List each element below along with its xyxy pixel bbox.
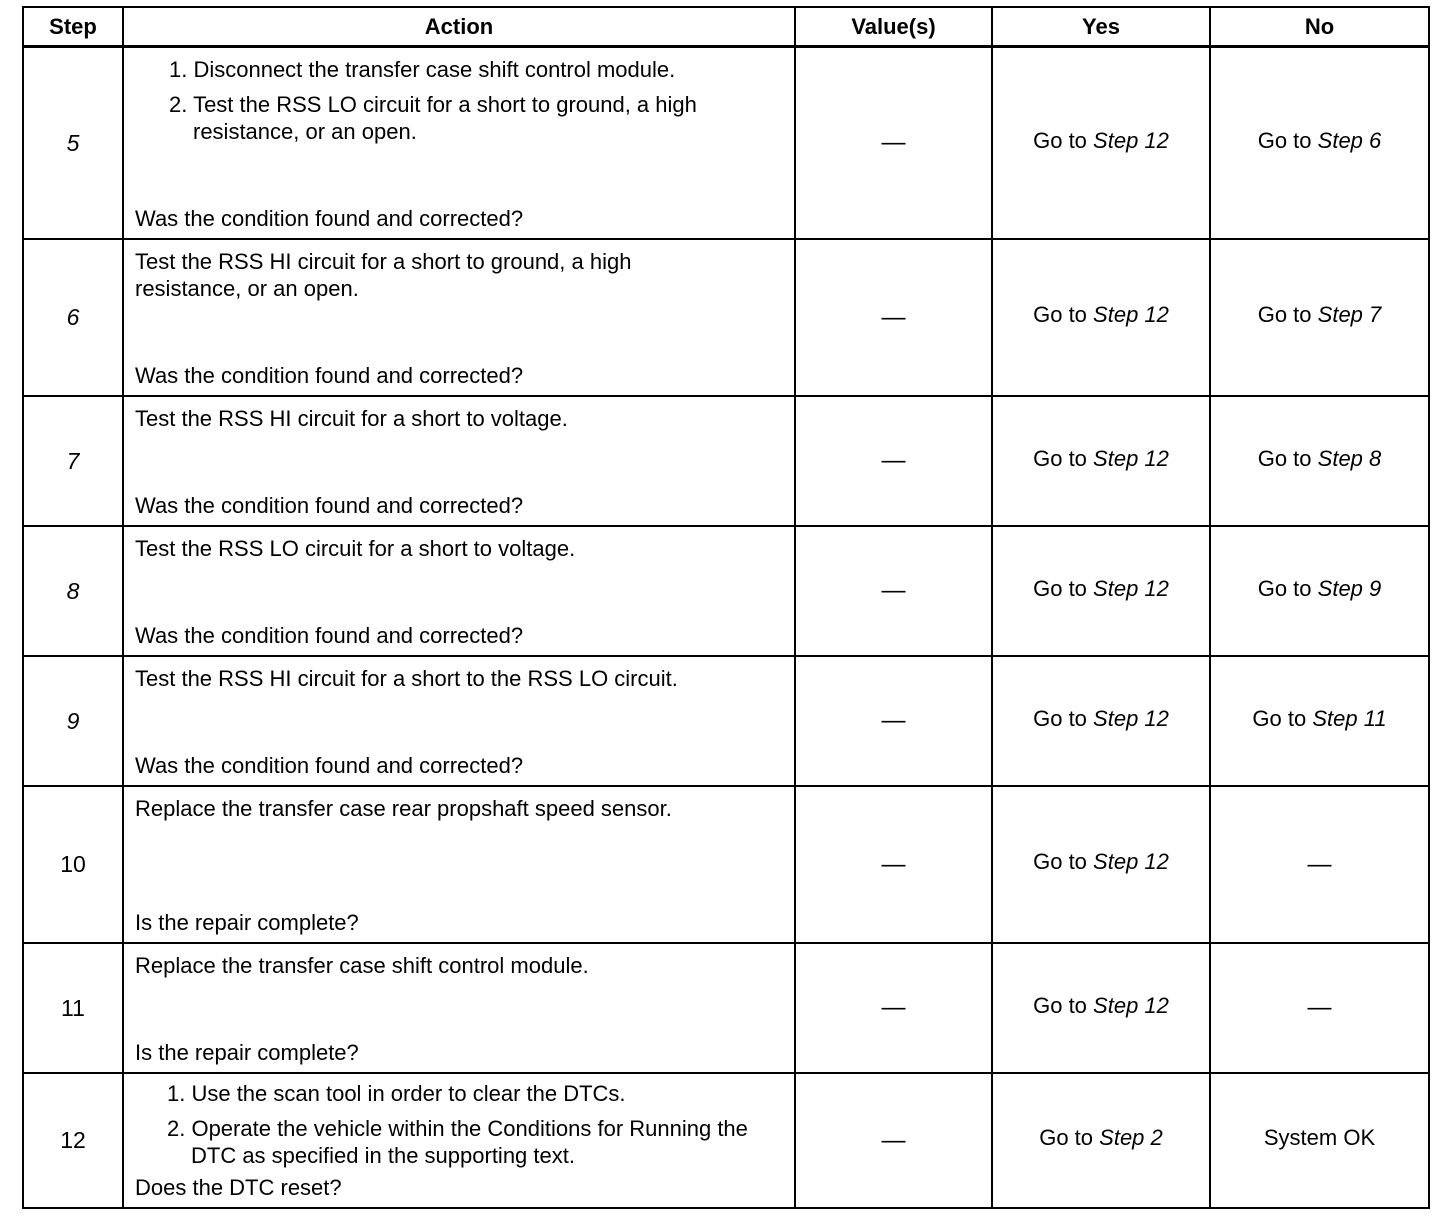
table-row: [23, 786, 1429, 943]
value-dash: —: [881, 447, 906, 474]
value-dash: —: [881, 994, 906, 1021]
goto-prefix: Go to: [1257, 127, 1312, 153]
step-cell: [23, 239, 123, 396]
value-dash: —: [881, 577, 906, 604]
no-cell: [1210, 656, 1429, 786]
step-number: 7: [66, 447, 80, 474]
instructions: [135, 56, 784, 145]
table-row: [23, 239, 1429, 396]
yes-cell: [992, 239, 1210, 396]
no-dash: —: [1307, 994, 1332, 1021]
goto-prefix: Go to: [1257, 445, 1312, 471]
no-dash: —: [1307, 850, 1332, 878]
step-number: 9: [66, 707, 80, 734]
yes-cell: [992, 396, 1210, 526]
value-cell: [795, 1073, 992, 1208]
no-cell: [1210, 47, 1429, 240]
value-cell: [795, 943, 992, 1073]
goto-prefix: Go to: [1033, 445, 1087, 471]
goto-step-link: Step 12: [1093, 992, 1169, 1018]
goto-step-link: Step 6: [1317, 127, 1382, 153]
value-dash: —: [881, 850, 906, 878]
goto-prefix: Go to: [1033, 575, 1087, 601]
diagnostic-table: [22, 6, 1430, 1209]
instruction-text: Test the RSS HI circuit for a short to ground, a high resistance, or an open.: [135, 249, 632, 301]
value-dash: —: [881, 129, 906, 156]
goto-step-link: Step 7: [1317, 302, 1382, 327]
step-number: 10: [60, 851, 86, 877]
no-cell: [1210, 396, 1429, 526]
goto-prefix: Go to: [1257, 302, 1312, 327]
action-cell: [123, 943, 795, 1073]
header-no: No: [1210, 7, 1429, 47]
question: Was the condition found and corrected?: [135, 493, 524, 518]
yes-cell: [992, 656, 1210, 786]
step-number: 8: [66, 577, 80, 604]
step-number: 11: [61, 994, 85, 1021]
step-cell: [23, 943, 123, 1073]
header-values: Value(s): [795, 7, 992, 47]
goto-step-link: Step 9: [1317, 575, 1382, 601]
instruction-text: Replace the transfer case shift control module.: [135, 953, 589, 978]
question: Is the repair complete?: [135, 910, 359, 935]
yes-cell: [992, 786, 1210, 943]
table-row: [23, 396, 1429, 526]
value-cell: [795, 526, 992, 656]
system-ok-text: System OK: [1263, 1125, 1376, 1150]
action-cell: [123, 656, 795, 786]
goto-step-link: Step 12: [1093, 575, 1169, 601]
action-cell: [123, 1073, 795, 1208]
action-cell: [123, 786, 795, 943]
header-row: [23, 7, 1429, 47]
goto-prefix: Go to: [1033, 849, 1087, 874]
action-cell: [123, 239, 795, 396]
goto-prefix: Go to: [1039, 1125, 1094, 1150]
instructions: [135, 1080, 784, 1169]
goto-step-link: Step 12: [1093, 127, 1169, 153]
no-cell: [1210, 943, 1429, 1073]
goto-prefix: Go to: [1257, 575, 1312, 601]
goto-step-link: Step 12: [1093, 849, 1169, 874]
yes-cell: [992, 47, 1210, 240]
goto-step-link: Step 8: [1317, 445, 1382, 471]
header-step: Step: [23, 7, 123, 47]
table-row: [23, 656, 1429, 786]
value-cell: [795, 239, 992, 396]
table-row: [23, 526, 1429, 656]
goto-prefix: Go to: [1033, 127, 1087, 153]
value-cell: [795, 47, 992, 240]
yes-cell: [992, 1073, 1210, 1208]
goto-prefix: Go to: [1033, 302, 1087, 327]
step-cell: [23, 47, 123, 240]
no-cell: [1210, 1073, 1429, 1208]
no-cell: [1210, 786, 1429, 943]
question: Was the condition found and corrected?: [135, 363, 524, 388]
goto-prefix: Go to: [1033, 992, 1087, 1018]
instruction-text: Test the RSS LO circuit for a short to voltage.: [135, 536, 576, 561]
instruction-item: 2. Operate the vehicle within the Conditions for Running the DTC as specified in the supporting text.: [167, 1116, 748, 1168]
step-cell: [23, 526, 123, 656]
goto-prefix: Go to: [1252, 705, 1307, 731]
step-number: 12: [60, 1127, 86, 1153]
question: Is the repair complete?: [135, 1040, 359, 1065]
instruction-text: Test the RSS HI circuit for a short to the RSS LO circuit.: [135, 666, 678, 691]
value-dash: —: [881, 707, 906, 734]
question: Was the condition found and corrected?: [135, 206, 524, 231]
step-cell: [23, 656, 123, 786]
table-row: [23, 1073, 1429, 1208]
question: Was the condition found and corrected?: [135, 753, 524, 778]
no-cell: [1210, 239, 1429, 396]
yes-cell: [992, 526, 1210, 656]
action-cell: [123, 526, 795, 656]
goto-step-link: Step 12: [1093, 445, 1169, 471]
goto-step-link: Step 2: [1099, 1125, 1163, 1150]
step-number: 5: [66, 129, 80, 156]
goto-step-link: Step 11: [1312, 705, 1387, 731]
value-cell: [795, 656, 992, 786]
action-cell: [123, 47, 795, 240]
table-row: [23, 943, 1429, 1073]
header-action: Action: [123, 7, 795, 47]
step-cell: [23, 1073, 123, 1208]
value-cell: [795, 786, 992, 943]
step-cell: [23, 396, 123, 526]
value-dash: —: [881, 303, 906, 331]
table-row: [23, 47, 1429, 240]
value-dash: —: [881, 1126, 906, 1154]
goto-step-link: Step 12: [1093, 302, 1169, 327]
question: Was the condition found and corrected?: [135, 623, 524, 648]
instruction-item: 1. Disconnect the transfer case shift control module.: [169, 57, 676, 82]
instruction-item: 2. Test the RSS LO circuit for a short to ground, a high resistance, or an open.: [169, 92, 697, 144]
no-cell: [1210, 526, 1429, 656]
goto-prefix: Go to: [1033, 705, 1087, 731]
step-number: 6: [66, 304, 80, 330]
value-cell: [795, 396, 992, 526]
question: Does the DTC reset?: [135, 1175, 342, 1200]
instruction-text: Replace the transfer case rear propshaft speed sensor.: [135, 796, 672, 821]
instruction-text: Test the RSS HI circuit for a short to voltage.: [135, 406, 568, 431]
header-yes: Yes: [992, 7, 1210, 47]
document-page: [22, 6, 1428, 1209]
step-cell: [23, 786, 123, 943]
action-cell: [123, 396, 795, 526]
goto-step-link: Step 12: [1093, 705, 1169, 731]
instruction-item: 1. Use the scan tool in order to clear the DTCs.: [167, 1081, 626, 1106]
yes-cell: [992, 943, 1210, 1073]
